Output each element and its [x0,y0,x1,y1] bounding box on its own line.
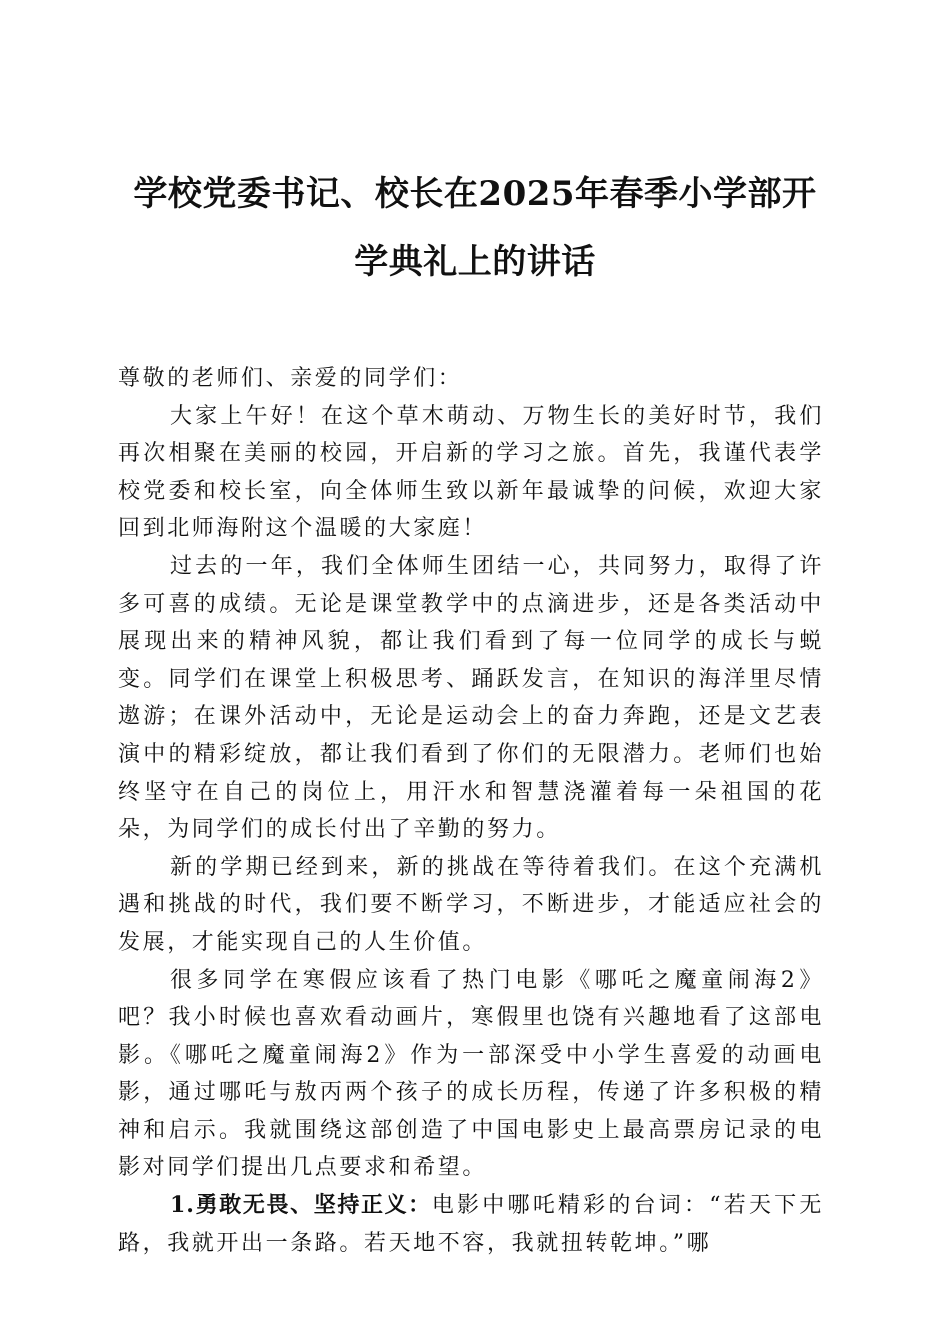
paragraph-point-1 [118,1187,824,1262]
point-1-heading: 1.勇敢无畏、坚持正义： [170,1192,432,1219]
salutation: 尊敬的老师们、亲爱的同学们： [118,366,463,391]
document-body [118,360,824,1262]
document-title-line-1: 学校党委书记、校长在2025年春季小学部开 [133,174,817,214]
paragraph-movie: 很多同学在寒假应该看了热门电影《哪吒之魔童闹海2》吧？我小时候也喜欢看动画片，寒假里也饶有兴趣地看了这部电影。《哪吒之魔童闹海2》作为一部深受中小学生喜爱的动画电影，通过哪吒与敖丙两个孩子的成长历程，传递了许多积极的精神和启示。我就围绕这部创造了中国电影史上最高票房记录的电影对同学们提出几点要求和希望。 [118,967,824,1181]
paragraph-greeting: 大家上午好！在这个草木萌动、万物生长的美好时节，我们再次相聚在美丽的校园，开启新的学习之旅。首先，我谨代表学校党委和校长室，向全体师生致以新年最诚挚的问候，欢迎大家回到北师海附这个温暖的大家庭！ [118,403,824,542]
document-title-line-2: 学典礼上的讲话 [354,242,596,282]
paragraph-past-year: 过去的一年，我们全体师生团结一心，共同努力，取得了许多可喜的成绩。无论是课堂教学中的点滴进步，还是各类活动中展现出来的精神风貌，都让我们看到了每一位同学的成长与蜕变。同学们在课堂上积极思考、踊跃发言，在知识的海洋里尽情遨游；在课外活动中，无论是运动会上的奋力奔跑，还是文艺表演中的精彩绽放，都让我们看到了你们的无限潜力。老师们也始终坚守在自己的岗位上，用汗水和智慧浇灌着每一朵祖国的花朵，为同学们的成长付出了辛勤的努力。 [118,553,824,843]
paragraph-new-semester: 新的学期已经到来，新的挑战在等待着我们。在这个充满机遇和挑战的时代，我们要不断学习，不断进步，才能适应社会的发展，才能实现自己的人生价值。 [118,854,824,955]
point-1-text: 电影中哪吒精彩的台词：“若天下无路，我就开出一条路。若天地不容，我就扭转乾坤。”哪 [118,1193,824,1256]
